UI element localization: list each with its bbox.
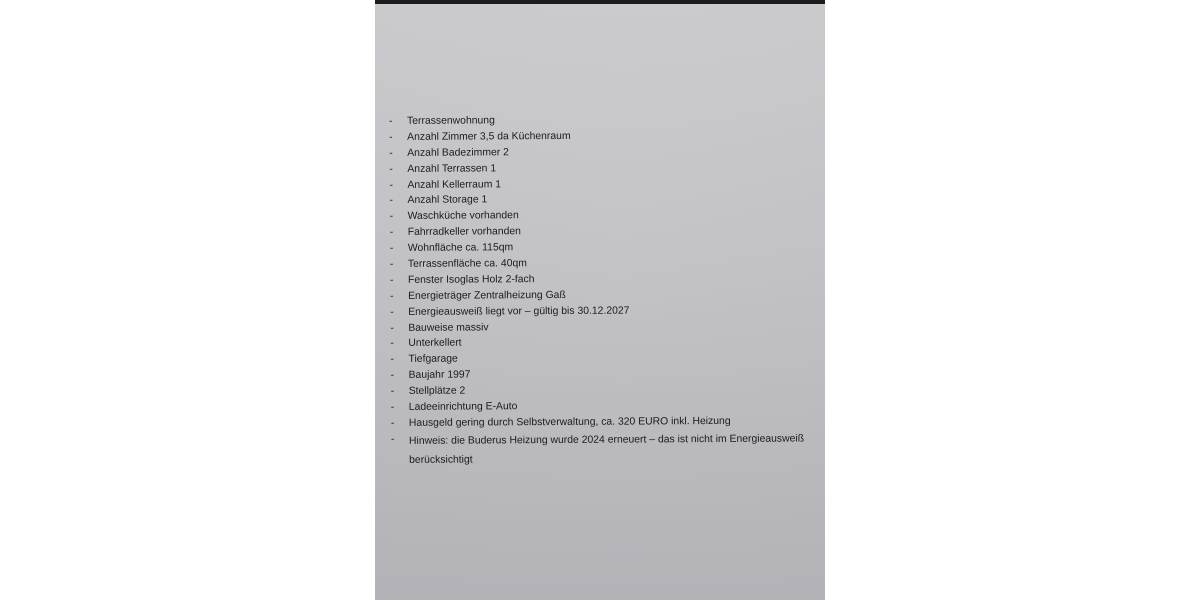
- list-bullet: -: [389, 243, 394, 255]
- list-bullet: -: [390, 370, 395, 382]
- list-item-text: Anzahl Terrassen 1: [407, 163, 497, 175]
- list-bullet: -: [390, 433, 395, 445]
- list-bullet: -: [390, 386, 395, 398]
- list-bullet: -: [389, 147, 393, 159]
- list-bullet: -: [390, 402, 395, 414]
- list-bullet: -: [389, 195, 394, 207]
- list-item-text: Ladeeinrichtung E-Auto: [408, 401, 518, 413]
- list-item-text: Hinweis: die Buderus Heizung wurde 2024 erneuert – das ist nicht im Energieausweiß berücksichtigt: [408, 433, 805, 466]
- list-bullet: -: [389, 227, 394, 239]
- list-bullet: -: [389, 179, 393, 191]
- list-item-text: Stellplätze 2: [408, 385, 466, 398]
- list-item-text: Anzahl Badezimmer 2: [407, 147, 509, 159]
- list-bullet: -: [389, 274, 394, 286]
- list-item-text: Bauweise massiv: [408, 321, 489, 334]
- list-item-text: Anzahl Zimmer 3,5 da Küchenraum: [407, 130, 571, 143]
- list-bullet: -: [390, 354, 395, 366]
- list-item-text: Tiefgarage: [408, 353, 458, 366]
- list-item-text: Fahrradkeller vorhanden: [407, 226, 521, 239]
- list-item-text: Wohnfläche ca. 115qm: [407, 242, 514, 255]
- list-item-text: Hausgeld gering durch Selbstverwaltung, ca. 320 EURO inkl. Heizung: [408, 415, 731, 429]
- list-bullet: -: [390, 290, 394, 302]
- paper-sheet: [375, 4, 825, 600]
- list-item-text: Waschküche vorhanden: [407, 210, 519, 223]
- property-features-list: [389, 111, 811, 469]
- list-bullet: -: [390, 417, 395, 429]
- list-bullet: -: [389, 211, 394, 223]
- list-item-text: Energieträger Zentralheizung Gaß: [408, 289, 566, 302]
- list-item-text: Anzahl Storage 1: [407, 194, 488, 207]
- list-item-text: Energieausweiß liegt vor – gültig bis 30.12.2027: [408, 305, 630, 318]
- list-item-text: Baujahr 1997: [408, 369, 471, 382]
- list-bullet: -: [389, 163, 393, 175]
- list-item: [391, 429, 811, 470]
- list-bullet: -: [390, 306, 394, 318]
- document-photo: [375, 0, 825, 600]
- list-item-text: Unterkellert: [408, 338, 462, 350]
- list-item-text: Anzahl Kellerraum 1: [407, 178, 502, 191]
- list-item-text: Terrassenwohnung: [407, 115, 495, 127]
- list-bullet: -: [390, 322, 394, 334]
- list-item-text: Terrassenfläche ca. 40qm: [407, 258, 527, 270]
- list-bullet: -: [390, 338, 394, 350]
- list-bullet: -: [389, 115, 393, 127]
- list-item-text: Fenster Isoglas Holz 2-fach: [407, 274, 535, 286]
- list-bullet: -: [389, 131, 393, 143]
- list-bullet: -: [389, 258, 394, 271]
